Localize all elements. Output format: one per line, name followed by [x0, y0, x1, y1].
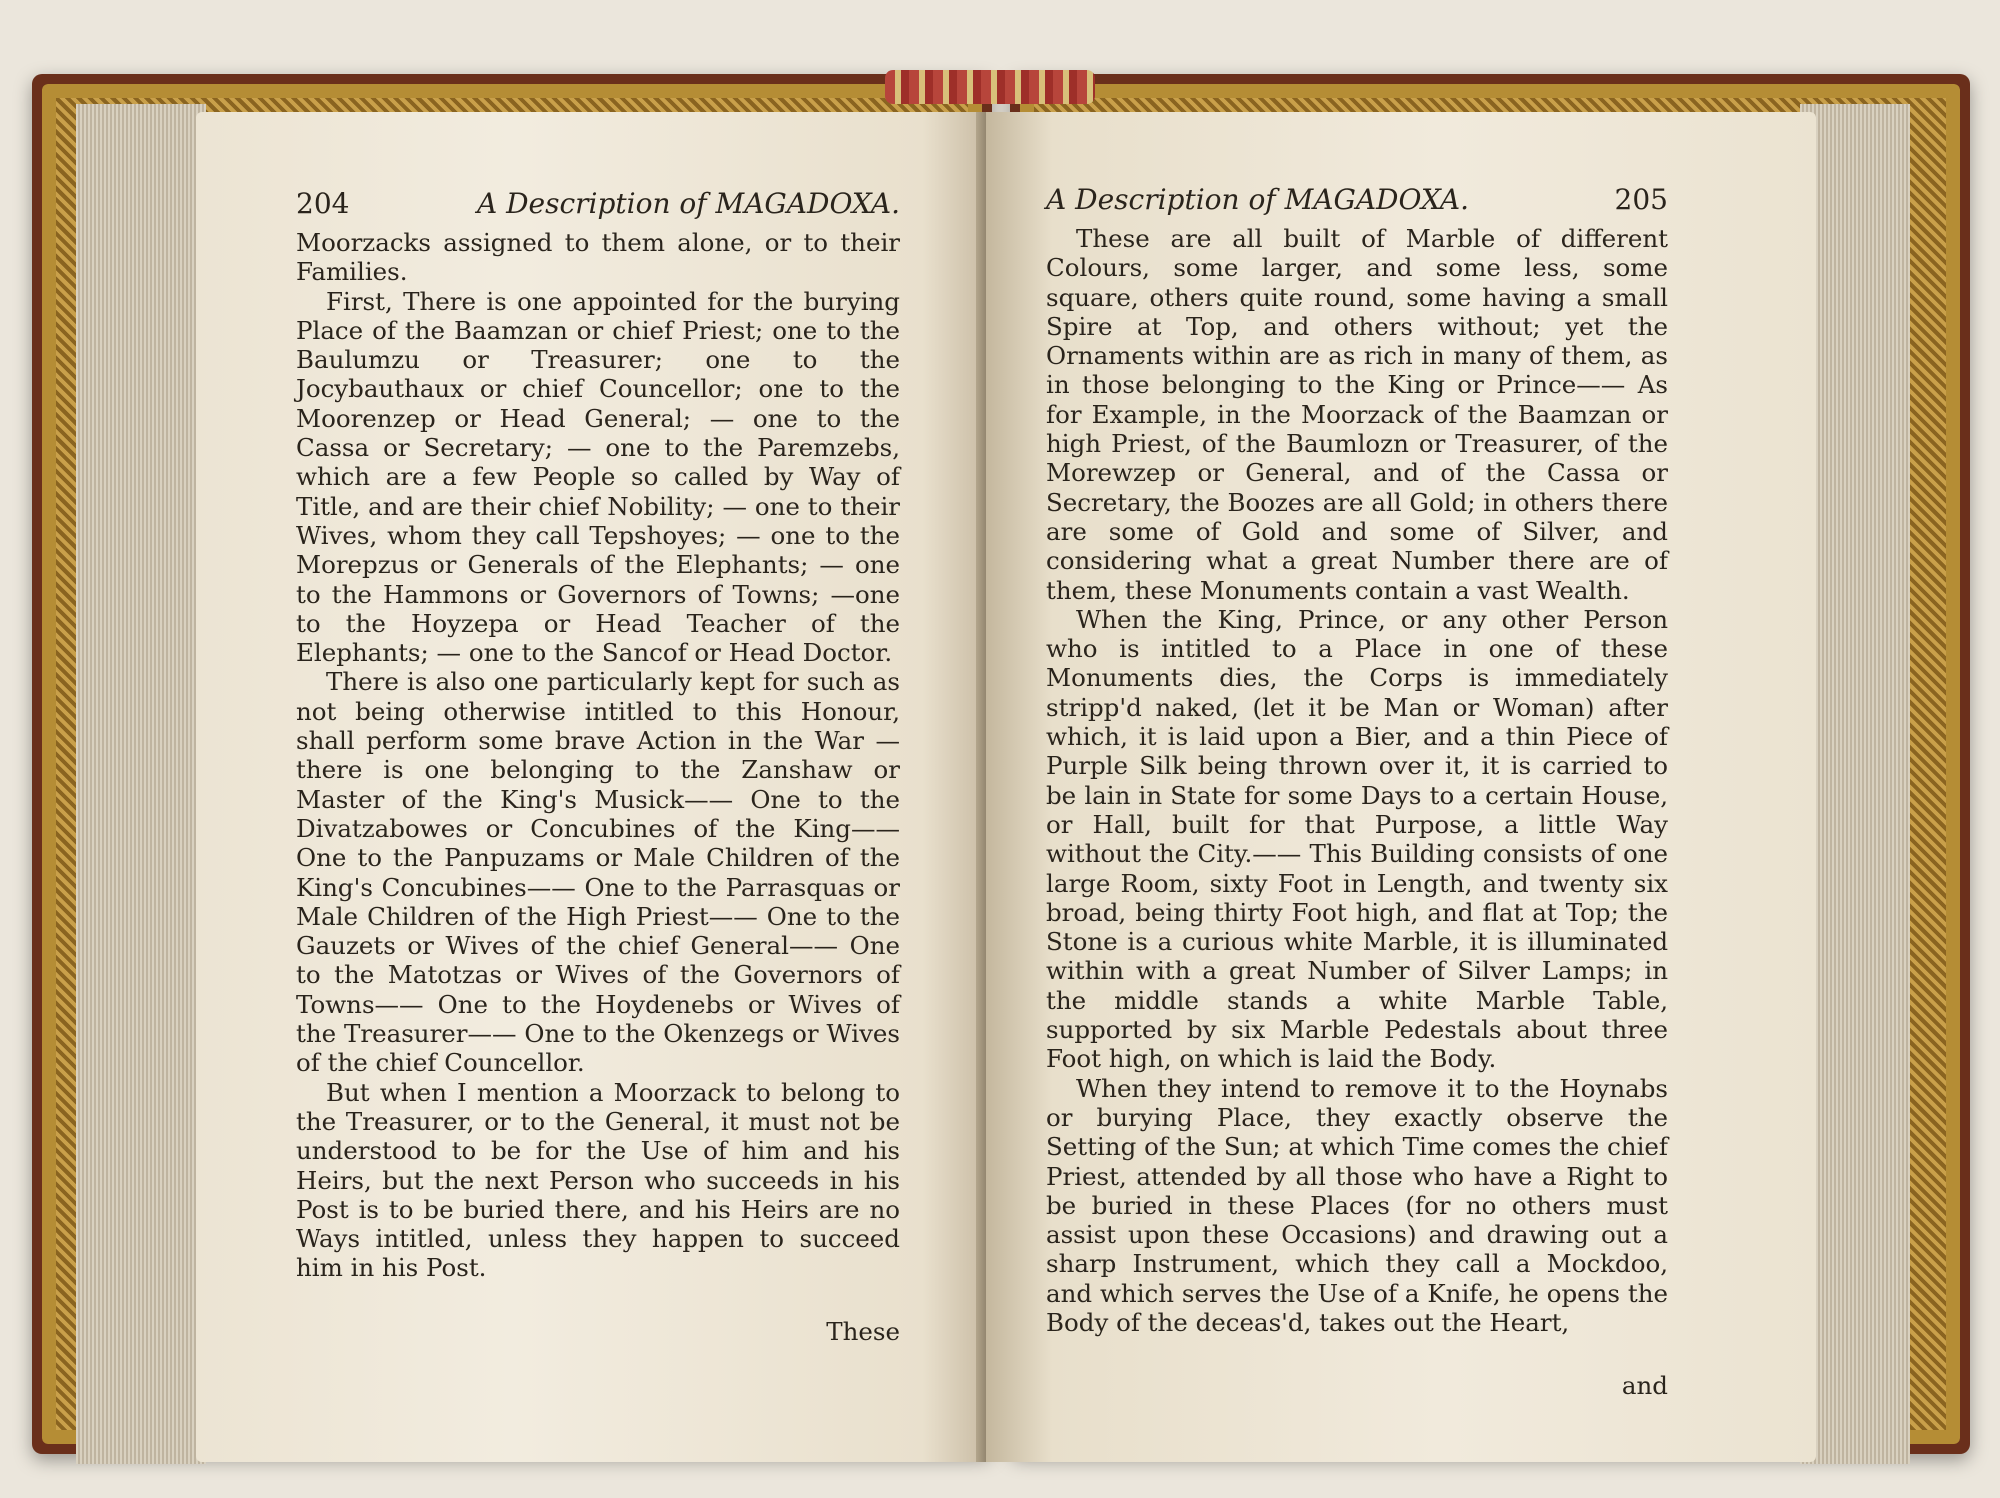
paragraph: When the King, Prince, or any other Person who is intitled to a Place in one of these Monuments dies, the Corps is immediately stripp'd naked, (let it be Man or Woman) after which, it is laid upon a Bier, and a thin Piece of Purple Silk being thrown over it, it is carried to be lain in State for some Days to a certain House, or Hall, built for that Purpose, a little Way without the City.—— This Building consists of one large Room, sixty Foot in Length, and twenty six broad, being thirty Foot high, and flat at Top; the Stone is a curious white Marble, it is illuminated within with a great Number of Silver Lamps; in the middle stands a white Marble Table, supported by six Marble Pedestals about three Foot high, on which is laid the Body.	[1046, 604, 1668, 1074]
right-page	[986, 112, 1816, 1462]
paragraph: These are all built of Marble of different Colours, some larger, and some less, some square, others quite round, some having a small Spire at Top, and others without; yet the Ornaments within are as rich in many of them, as in those belonging to the King or Prince—— As for Example, in the Moorzack of the Baamzan or high Priest, of the Baumlozn or Treasurer, of the Morewzep or General, and of the Cassa or Secretary, the Boozes are all Gold; in others there are some of Gold and some of Silver, and considering what a great Number there are of them, these Monuments contain a vast Wealth.	[1046, 224, 1668, 605]
paragraph: First, There is one appointed for the burying Place of the Baamzan or chief Priest; one to the Baulumzu or Treasurer; one to the Jocybauthaux or chief Councellor; one to the Moorenzep or Head General; — one to the Cassa or Secretary; — one to the Paremzebs, which are a few People so called by Way of Title, and are their chief Nobility; — one to their Wives, whom they call Tepshoyes; — one to the Morepzus or Generals of the Elephants; — one to the Hammons or Governors of Towns; —one to the Hoyzepa or Head Teacher of the Elephants; — one to the Sancof or Head Doctor.	[296, 286, 900, 668]
catchword: These	[826, 1316, 900, 1346]
left-page-edges	[76, 104, 206, 1464]
paragraph: But when I mention a Moorzack to belong to the Treasurer, or to the General, it must not be understood to be for the Use of him and his Heirs, but the next Person who succeeds in his Post is to be buried there, and his Heirs are no Ways intitled, unless they happen to succeed him in his Post.	[296, 1077, 900, 1283]
paragraph: There is also one particularly kept for such as not being otherwise intitled to this Honour, shall perform some brave Action in the War — there is one belonging to the Zanshaw or Master of the King's Musick—— One to the Divatzabowes or Concubines of the King—— One to the Panpuzams or Male Children of the King's Concubines—— One to the Parrasquas or Male Children of the High Priest—— One to the Gauzets or Wives of the chief General—— One to the Matotzas or Wives of the Governors of Towns—— One to the Hoydenebs or Wives of the Treasurer—— One to the Okenzegs or Wives of the chief Councellor.	[296, 667, 900, 1078]
running-head: A Description of MAGADOXA.	[476, 187, 900, 220]
paragraph: Moorzacks assigned to them alone, or to their Families.	[296, 228, 900, 287]
catchword: and	[1621, 1371, 1668, 1401]
right-page-text	[1046, 180, 1668, 1401]
left-page-text	[296, 184, 900, 1346]
right-running-header	[1046, 180, 1668, 220]
headband	[885, 70, 1095, 104]
paragraph: When they intend to remove it to the Hoynabs or burying Place, they exactly observe the Setting of the Sun; at which Time comes the chief Priest, attended by all those who have a Right to be buried in these Places (for no others must assist upon these Occasions) and drawing out a sharp Instrument, which they call a Mockdoo, and which serves the Use of a Knife, he opens the Body of the deceas'd, takes out the Heart,	[1046, 1073, 1668, 1337]
running-head: A Description of MAGADOXA.	[1046, 183, 1470, 216]
left-running-header	[296, 184, 900, 224]
page-number: 205	[1614, 183, 1668, 216]
left-page	[196, 112, 986, 1462]
page-number: 204	[296, 187, 350, 220]
right-page-edges	[1800, 104, 1910, 1464]
